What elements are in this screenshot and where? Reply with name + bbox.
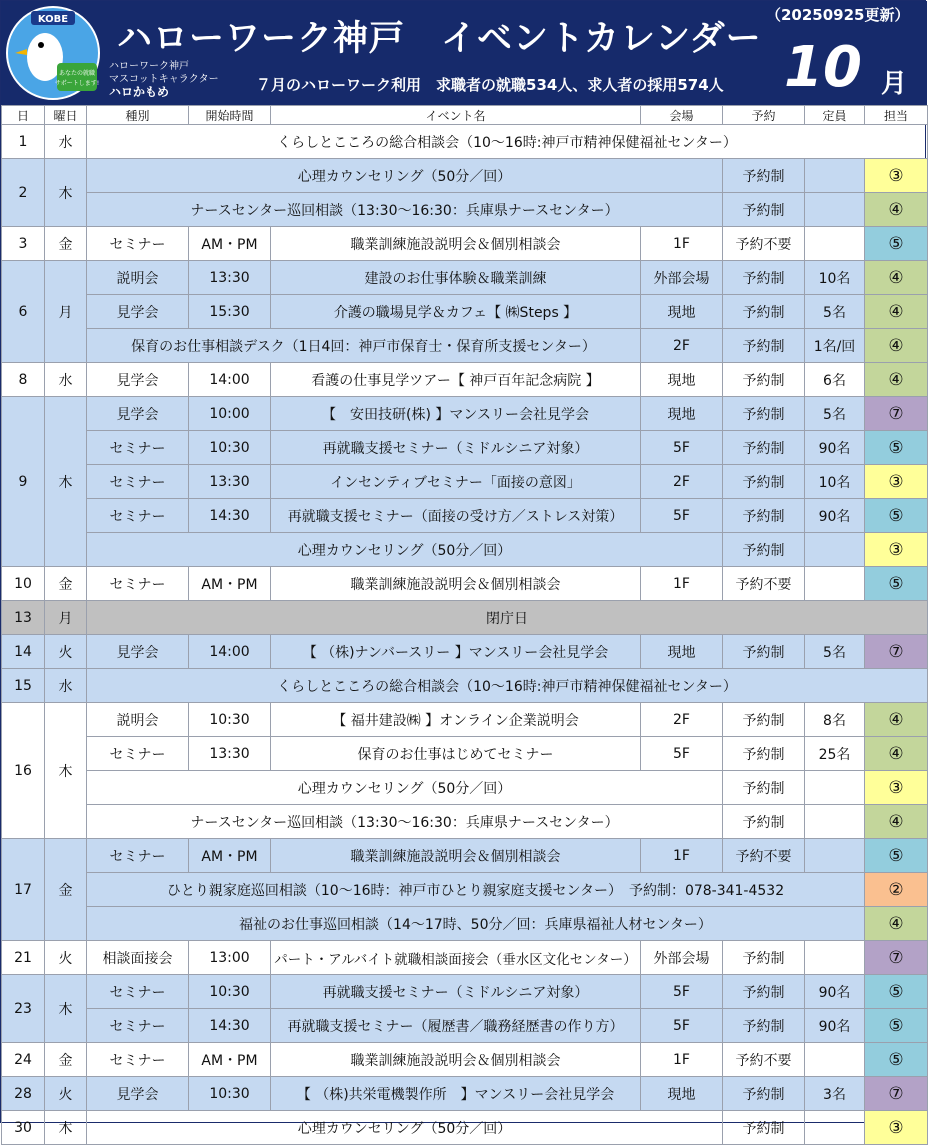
type-cell: セミナー: [87, 1043, 189, 1077]
capacity-cell: [805, 805, 865, 839]
logo-kobe-text: KOBE: [37, 14, 69, 25]
venue-cell: 5F: [641, 737, 723, 771]
table-row: [2, 907, 928, 941]
table-row: [2, 159, 928, 193]
time-cell: 14:30: [189, 1009, 271, 1043]
table-row: [2, 533, 928, 567]
event-name-cell: ひとり親家庭巡回相談（10～16時：神戸市ひとり親家庭支援センター） 予約制：078-341-4532: [87, 873, 865, 907]
venue-cell: 現地: [641, 397, 723, 431]
event-name-cell: 心理カウンセリング（50分／回）: [87, 1111, 723, 1145]
capacity-cell: 10名: [805, 465, 865, 499]
capacity-cell: 90名: [805, 1009, 865, 1043]
venue-cell: 2F: [641, 703, 723, 737]
capacity-cell: [805, 941, 865, 975]
staff-cell: ③: [865, 465, 928, 499]
capacity-cell: [805, 193, 865, 227]
event-name-cell: 職業訓練施設説明会＆個別相談会: [271, 839, 641, 873]
weekday-cell: 月: [45, 601, 87, 635]
staff-cell: ④: [865, 261, 928, 295]
venue-cell: 現地: [641, 295, 723, 329]
table-row: [2, 193, 928, 227]
type-cell: セミナー: [87, 431, 189, 465]
venue-cell: 5F: [641, 975, 723, 1009]
capacity-cell: [805, 839, 865, 873]
col-header-capacity: 定員: [805, 106, 865, 125]
time-cell: 13:30: [189, 261, 271, 295]
reservation-cell: 予約制: [723, 329, 805, 363]
day-cell: 14: [2, 635, 45, 669]
table-row: [2, 1111, 928, 1145]
venue-cell: 外部会場: [641, 261, 723, 295]
type-cell: セミナー: [87, 567, 189, 601]
capacity-cell: 10名: [805, 261, 865, 295]
day-cell: 23: [2, 975, 45, 1043]
table-row: [2, 397, 928, 431]
usage-stats: ７月のハローワーク利用 求職者の就職534人、求人者の採用574人: [256, 76, 724, 94]
capacity-cell: [805, 1111, 865, 1145]
venue-cell: 5F: [641, 431, 723, 465]
table-row: [2, 499, 928, 533]
weekday-cell: 火: [45, 941, 87, 975]
staff-cell: ④: [865, 805, 928, 839]
staff-cell: ④: [865, 907, 928, 941]
staff-cell: ④: [865, 329, 928, 363]
table-row: [2, 363, 928, 397]
col-header-reservation: 予約: [723, 106, 805, 125]
staff-cell: ⑤: [865, 839, 928, 873]
staff-cell: ③: [865, 159, 928, 193]
reservation-cell: 予約不要: [723, 1043, 805, 1077]
capacity-cell: 90名: [805, 975, 865, 1009]
event-name-cell: 介護の職場見学＆カフェ【 ㈱Steps 】: [271, 295, 641, 329]
time-cell: 14:00: [189, 363, 271, 397]
weekday-cell: 水: [45, 125, 87, 159]
table-row: [2, 703, 928, 737]
venue-cell: 現地: [641, 635, 723, 669]
logo-text-1: あなたの就職: [58, 70, 96, 77]
day-cell: 15: [2, 669, 45, 703]
type-cell: セミナー: [87, 975, 189, 1009]
event-name-cell: インセンティブセミナー「面接の意図」: [271, 465, 641, 499]
type-cell: 見学会: [87, 1077, 189, 1111]
capacity-cell: 5名: [805, 397, 865, 431]
weekday-cell: 木: [45, 975, 87, 1043]
type-cell: 説明会: [87, 261, 189, 295]
staff-cell: ⑤: [865, 975, 928, 1009]
staff-cell: ⑦: [865, 635, 928, 669]
table-row: [2, 1009, 928, 1043]
capacity-cell: [805, 227, 865, 261]
month-number: 10: [784, 35, 862, 100]
updated-date: （20250925更新）: [766, 6, 910, 24]
reservation-cell: 予約不要: [723, 227, 805, 261]
day-cell: 13: [2, 601, 45, 635]
time-cell: AM・PM: [189, 567, 271, 601]
time-cell: 10:30: [189, 1077, 271, 1111]
reservation-cell: 予約制: [723, 805, 805, 839]
seagull-mascot-logo: [5, 5, 101, 101]
event-name-cell: ナースセンター巡回相談（13:30～16:30：兵庫県ナースセンター）: [87, 193, 723, 227]
table-row: [2, 771, 928, 805]
weekday-cell: 火: [45, 1077, 87, 1111]
venue-cell: 1F: [641, 227, 723, 261]
event-name-cell: 保育のお仕事はじめてセミナー: [271, 737, 641, 771]
mascot-line-1: ハローワーク神戸: [109, 61, 189, 72]
staff-cell: ⑤: [865, 499, 928, 533]
day-cell: 3: [2, 227, 45, 261]
col-header-event: イベント名: [271, 106, 641, 125]
event-name-cell: 職業訓練施設説明会＆個別相談会: [271, 227, 641, 261]
reservation-cell: 予約制: [723, 975, 805, 1009]
table-row: [2, 941, 928, 975]
event-name-cell: 職業訓練施設説明会＆個別相談会: [271, 567, 641, 601]
type-cell: 相談面接会: [87, 941, 189, 975]
venue-cell: 5F: [641, 499, 723, 533]
staff-cell: ⑤: [865, 227, 928, 261]
capacity-cell: [805, 771, 865, 805]
capacity-cell: 8名: [805, 703, 865, 737]
capacity-cell: [805, 533, 865, 567]
event-name-cell: 【 安田技研(株) 】マンスリー会社見学会: [271, 397, 641, 431]
venue-cell: 1F: [641, 567, 723, 601]
logo-text-2: サポートします!: [54, 80, 100, 87]
weekday-cell: 金: [45, 227, 87, 261]
venue-cell: 外部会場: [641, 941, 723, 975]
weekday-cell: 水: [45, 363, 87, 397]
table-row: [2, 873, 928, 907]
event-name-cell: 再就職支援セミナー（履歴書／職務経歴書の作り方）: [271, 1009, 641, 1043]
type-cell: セミナー: [87, 499, 189, 533]
capacity-cell: [805, 159, 865, 193]
capacity-cell: 1名/回: [805, 329, 865, 363]
reservation-cell: 予約制: [723, 771, 805, 805]
weekday-cell: 木: [45, 159, 87, 227]
col-header-weekday: 曜日: [45, 106, 87, 125]
time-cell: 10:00: [189, 397, 271, 431]
reservation-cell: 予約不要: [723, 839, 805, 873]
col-header-time: 開始時間: [189, 106, 271, 125]
day-cell: 10: [2, 567, 45, 601]
event-name-cell: 【 福井建設㈱ 】オンライン企業説明会: [271, 703, 641, 737]
day-cell: 1: [2, 125, 45, 159]
capacity-cell: 5名: [805, 295, 865, 329]
venue-cell: 5F: [641, 1009, 723, 1043]
time-cell: 14:00: [189, 635, 271, 669]
event-name-cell: 再就職支援セミナー（ミドルシニア対象）: [271, 975, 641, 1009]
time-cell: 13:30: [189, 465, 271, 499]
time-cell: 13:00: [189, 941, 271, 975]
event-name-cell: 看護の仕事見学ツアー【 神戸百年記念病院 】: [271, 363, 641, 397]
type-cell: セミナー: [87, 227, 189, 261]
event-name-cell: 【 （株)ナンバースリー 】マンスリー会社見学会: [271, 635, 641, 669]
type-cell: 見学会: [87, 397, 189, 431]
reservation-cell: 予約制: [723, 261, 805, 295]
event-table: [1, 105, 928, 1145]
day-cell: 24: [2, 1043, 45, 1077]
staff-cell: ④: [865, 737, 928, 771]
event-name-cell: 心理カウンセリング（50分／回）: [87, 771, 723, 805]
reservation-cell: 予約制: [723, 295, 805, 329]
col-header-venue: 会場: [641, 106, 723, 125]
reservation-cell: 予約制: [723, 941, 805, 975]
type-cell: セミナー: [87, 465, 189, 499]
weekday-cell: 木: [45, 1111, 87, 1145]
time-cell: 15:30: [189, 295, 271, 329]
time-cell: AM・PM: [189, 839, 271, 873]
weekday-cell: 金: [45, 839, 87, 941]
venue-cell: 2F: [641, 465, 723, 499]
event-name-cell: 職業訓練施設説明会＆個別相談会: [271, 1043, 641, 1077]
table-row: [2, 635, 928, 669]
month-suffix: 月: [881, 69, 908, 99]
event-name-cell: 再就職支援セミナー（ミドルシニア対象）: [271, 431, 641, 465]
reservation-cell: 予約制: [723, 1009, 805, 1043]
table-header-row: [2, 106, 928, 125]
header-banner: [1, 1, 927, 105]
type-cell: 説明会: [87, 703, 189, 737]
weekday-cell: 火: [45, 635, 87, 669]
time-cell: 10:30: [189, 975, 271, 1009]
event-name-cell: ナースセンター巡回相談（13:30～16:30：兵庫県ナースセンター）: [87, 805, 723, 839]
table-row: [2, 1077, 928, 1111]
weekday-cell: 木: [45, 397, 87, 567]
type-cell: 見学会: [87, 363, 189, 397]
staff-cell: ③: [865, 771, 928, 805]
table-row: [2, 125, 928, 159]
staff-cell: ⑤: [865, 567, 928, 601]
staff-cell: ⑤: [865, 431, 928, 465]
time-cell: 10:30: [189, 703, 271, 737]
all-day-event-cell: くらしとこころの総合相談会（10～16時:神戸市精神保健福祉センター）: [87, 125, 928, 159]
closed-day-cell: 閉庁日: [87, 601, 928, 635]
col-header-day: 日: [2, 106, 45, 125]
type-cell: 見学会: [87, 635, 189, 669]
staff-cell: ⑤: [865, 1043, 928, 1077]
day-cell: 17: [2, 839, 45, 941]
event-name-cell: 福祉のお仕事巡回相談（14～17時、50分／回：兵庫県福祉人材センター）: [87, 907, 865, 941]
reservation-cell: 予約制: [723, 363, 805, 397]
capacity-cell: 6名: [805, 363, 865, 397]
staff-cell: ④: [865, 703, 928, 737]
capacity-cell: [805, 567, 865, 601]
day-cell: 30: [2, 1111, 45, 1145]
capacity-cell: 90名: [805, 431, 865, 465]
event-name-cell: 【 （株)共栄電機製作所 】マンスリー会社見学会: [271, 1077, 641, 1111]
capacity-cell: 3名: [805, 1077, 865, 1111]
staff-cell: ④: [865, 295, 928, 329]
time-cell: AM・PM: [189, 1043, 271, 1077]
venue-cell: 2F: [641, 329, 723, 363]
weekday-cell: 木: [45, 703, 87, 839]
reservation-cell: 予約制: [723, 465, 805, 499]
staff-cell: ⑦: [865, 397, 928, 431]
capacity-cell: [805, 1043, 865, 1077]
reservation-cell: 予約制: [723, 533, 805, 567]
reservation-cell: 予約制: [723, 737, 805, 771]
staff-cell: ②: [865, 873, 928, 907]
weekday-cell: 月: [45, 261, 87, 363]
time-cell: 14:30: [189, 499, 271, 533]
table-row: [2, 295, 928, 329]
type-cell: セミナー: [87, 737, 189, 771]
venue-cell: 1F: [641, 1043, 723, 1077]
table-row: [2, 227, 928, 261]
staff-cell: ⑤: [865, 1009, 928, 1043]
table-row: [2, 601, 928, 635]
reservation-cell: 予約制: [723, 159, 805, 193]
table-row: [2, 329, 928, 363]
col-header-staff: 担当: [865, 106, 928, 125]
staff-cell: ③: [865, 1111, 928, 1145]
day-cell: 9: [2, 397, 45, 567]
table-row: [2, 465, 928, 499]
reservation-cell: 予約制: [723, 397, 805, 431]
staff-cell: ③: [865, 533, 928, 567]
staff-cell: ④: [865, 193, 928, 227]
capacity-cell: 25名: [805, 737, 865, 771]
table-row: [2, 261, 928, 295]
reservation-cell: 予約制: [723, 499, 805, 533]
table-row: [2, 567, 928, 601]
reservation-cell: 予約制: [723, 193, 805, 227]
staff-cell: ④: [865, 363, 928, 397]
table-row: [2, 737, 928, 771]
day-cell: 21: [2, 941, 45, 975]
staff-cell: ⑦: [865, 1077, 928, 1111]
day-cell: 16: [2, 703, 45, 839]
event-name-cell: パート・アルバイト就職相談面接会（垂水区文化センター）: [271, 941, 641, 975]
mascot-line-2: マスコットキャラクター: [109, 74, 219, 85]
weekday-cell: 水: [45, 669, 87, 703]
page-title: ハローワーク神戸 イベントカレンダー: [117, 19, 762, 59]
reservation-cell: 予約制: [723, 703, 805, 737]
day-cell: 6: [2, 261, 45, 363]
reservation-cell: 予約制: [723, 635, 805, 669]
all-day-event-cell: くらしとこころの総合相談会（10～16時:神戸市精神保健福祉センター）: [87, 669, 928, 703]
capacity-cell: 90名: [805, 499, 865, 533]
venue-cell: 1F: [641, 839, 723, 873]
time-cell: AM・PM: [189, 227, 271, 261]
weekday-cell: 金: [45, 567, 87, 601]
event-name-cell: 心理カウンセリング（50分／回）: [87, 159, 723, 193]
venue-cell: 現地: [641, 1077, 723, 1111]
capacity-cell: 5名: [805, 635, 865, 669]
reservation-cell: 予約制: [723, 1111, 805, 1145]
day-cell: 28: [2, 1077, 45, 1111]
table-row: [2, 839, 928, 873]
table-row: [2, 669, 928, 703]
type-cell: 見学会: [87, 295, 189, 329]
table-row: [2, 805, 928, 839]
event-name-cell: 再就職支援セミナー（面接の受け方／ストレス対策）: [271, 499, 641, 533]
time-cell: 13:30: [189, 737, 271, 771]
event-name-cell: 建設のお仕事体験＆職業訓練: [271, 261, 641, 295]
day-cell: 8: [2, 363, 45, 397]
type-cell: セミナー: [87, 839, 189, 873]
event-name-cell: 保育のお仕事相談デスク（1日4回：神戸市保育士・保育所支援センター）: [87, 329, 641, 363]
staff-cell: ⑦: [865, 941, 928, 975]
reservation-cell: 予約制: [723, 431, 805, 465]
col-header-type: 種別: [87, 106, 189, 125]
day-cell: 2: [2, 159, 45, 227]
table-row: [2, 1043, 928, 1077]
venue-cell: 現地: [641, 363, 723, 397]
event-name-cell: 心理カウンセリング（50分／回）: [87, 533, 723, 567]
table-row: [2, 975, 928, 1009]
type-cell: セミナー: [87, 1009, 189, 1043]
reservation-cell: 予約不要: [723, 567, 805, 601]
reservation-cell: 予約制: [723, 1077, 805, 1111]
time-cell: 10:30: [189, 431, 271, 465]
weekday-cell: 金: [45, 1043, 87, 1077]
mascot-name: ハロかもめ: [109, 85, 170, 99]
table-row: [2, 431, 928, 465]
